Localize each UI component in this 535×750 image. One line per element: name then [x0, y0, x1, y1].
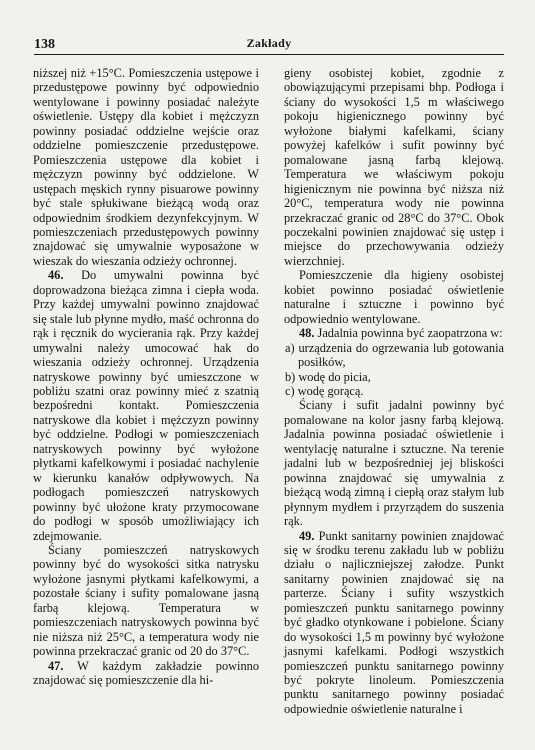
list-item: c) wodę gorącą. — [285, 383, 364, 398]
paragraph-section-46 — [33, 268, 259, 543]
list-item: a) urządzenia do ogrzewania lub gotowania posiłków, — [285, 340, 504, 370]
paragraph: gieny osobistej kobiet, zgodnie z obowiązującymi przepisami bhp. Podłoga i ściany do wysokości 1,5 m właściwego pokoju higienicznego powinny być wyłożone białymi kafelkami, ściany powyżej kafelków i sufit powinny być pomalowane jasną farbą klejową. Temperatura we właściwym pokoju higienicznym nie powinna być niższa niż 20°C, temperatura wody nie powinna przekraczać granic od 28°C do 37°C. Obok poczekalni powinien znajdować się ustęp i miejsce do przechowywania odzieży wierzchniej. — [284, 66, 504, 268]
paragraph: Ściany i sufit jadalni powinny być pomalowane na kolor jasny farbą klejową. Jadalnia powinna posiadać oświetlenie i wentylację naturalne i sztuczne. Na terenie jadalni lub w bezpośredniej jej bliskości powinna znajdować się umywalnia z bieżącą wodą zimną i ciepłą oraz stałym lub płynnym mydłem i przyrządem do suszenia rąk. — [284, 398, 504, 529]
paragraph-section-47 — [33, 659, 259, 688]
paragraph-section-49 — [284, 529, 504, 717]
paragraph: Pomieszczenie dla higieny osobistej kobiet powinno posiadać oświetlenie naturalne i sztuczne i powinno być odpowiednio wentylowane. — [284, 268, 504, 326]
left-column — [33, 66, 259, 687]
right-column — [284, 66, 504, 716]
section-number: 48. — [299, 326, 315, 341]
paragraph: Ściany pomieszczeń natryskowych powinny być do wysokości sitka natrysku wyłożone jasnymi płytkami kafelkowymi, a pozostałe ściany i sufity pomalowane jasną farbą klejową. Temperatura w pomieszczeniach natryskowych powinna być nie niższa niż 25°C, a temperatura wody nie powinna przekraczać granic od 20 do 37°C. — [33, 542, 259, 659]
section-number: 46. — [48, 268, 64, 283]
paragraph-section-48 — [284, 326, 504, 340]
section-text: Jadalnia powinna być zaopatrzona w: — [314, 326, 503, 341]
section-text: Punkt sanitarny powinien znajdować się w środku terenu zakładu lub w pobliżu działu o najliczniejszej załodze. Punkt sanitarny powinien znajdować się na parterze. Ściany i sufity wszystkich pomieszczeń punktu sanitarnego powinny być gładko otynkowane i pobielone. Ściany do wysokości 1,5 m powinny być wyłożone jasnymi kafelkami. Podłogi wszystkich pomieszczeń punktu sanitarnego powinny być pokryte linoleum. Pomieszczenia punktu sanitarnego powinny posiadać odpowiednie oświetlenie naturalne i — [284, 528, 504, 716]
paragraph: niższej niż +15°C. Pomieszczenia ustępowe i przedustępowe powinny być odpowiednio wentylowane i powinny posiadać należyte oświetlenie. Ustępy dla kobiet i mężczyzn powinny posiadać oddzielne wejście oraz oddzielne pomieszczenie przedustępowe. Pomieszczenia ustępowe dla kobiet i mężczyzn powinny być oddzielone. W ustępach męskich rynny pisuarowe powinny być stale spłukiwane bieżącą wodą oraz odpowiednim środkiem dezynfekcyjnym. W pomieszczeniach przedustępowych powinny znajdować się umywalnie wyposażone w wieszak do wieszania odzieży ochronnej. — [33, 66, 259, 268]
section-number: 49. — [299, 528, 315, 543]
list-item: b) wodę do picia, — [285, 369, 371, 384]
page-number: 138 — [34, 37, 55, 52]
page-header — [34, 26, 504, 55]
section-text: Do umywalni powinna być doprowadzona bieżąca zimna i ciepła woda. Przy każdej umywalni powinno znajdować się stale lub płynne mydło, maść ochronna do rąk i ręcznik do wycierania rąk. Przy każdej umywalni należy umocować hak do wieszania odzieży ochronnej. Urządzenia natryskowe powinny być umieszczone w pobliżu szatni oraz powinny mieć z szatnią bezpośredni kontakt. Pomieszczenia natryskowe dla kobiet i mężczyzn powinny być oddzielne. Podłogi w pomieszczeniach natryskowych powinny być wyłożone płytkami kafelkowymi i posiadać nachylenie w kierunku kanałów odpływowych. Na podłogach pomieszczeń natryskowych powinny być ułożone kraty przymocowane do podłogi w sposób umożliwiający ich zdejmowanie. — [33, 268, 259, 543]
running-title: Zakłady — [246, 36, 292, 50]
section-text: W każdym zakładzie powinno znajdować się pomieszczenie dla hi- — [33, 658, 259, 688]
section-number: 47. — [48, 658, 64, 673]
